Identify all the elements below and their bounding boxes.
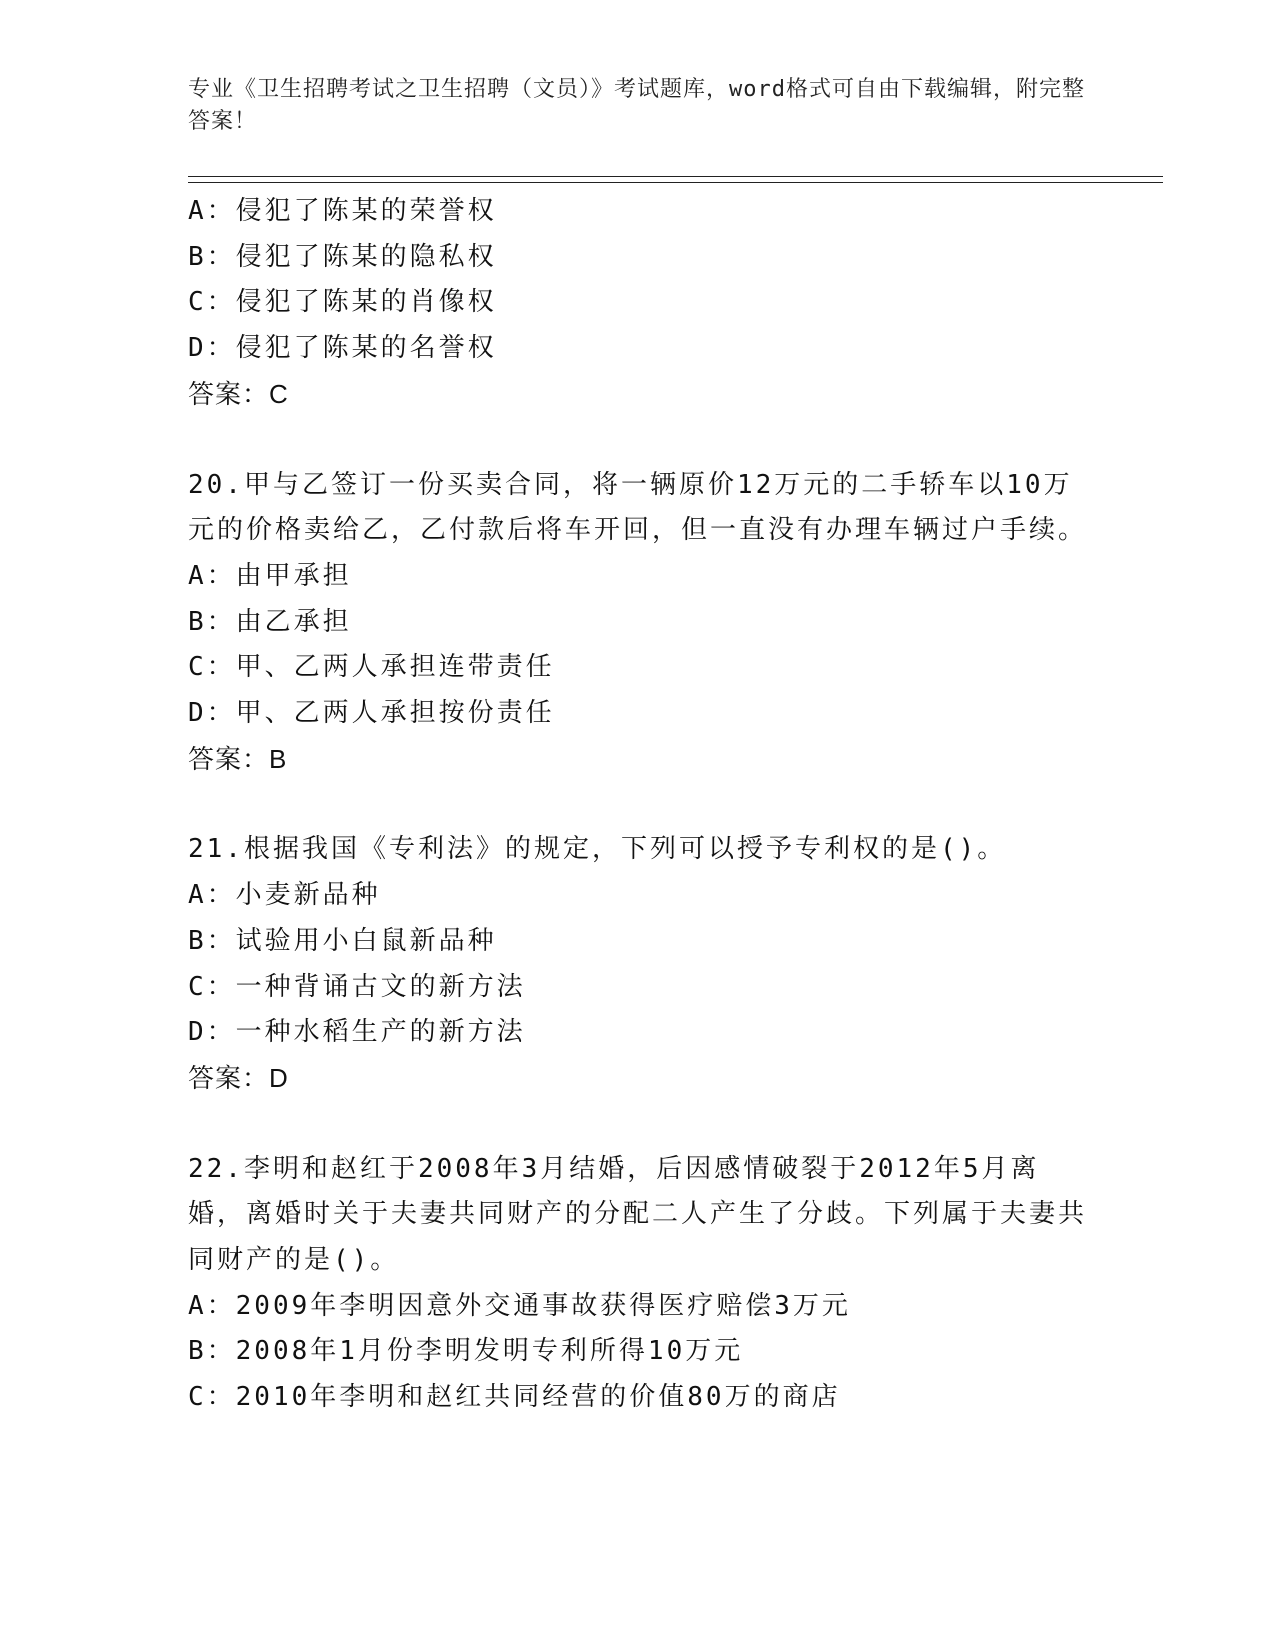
option-d: D：一种水稻生产的新方法 [188,1017,526,1048]
question-20 [188,463,1088,783]
spacer [188,1102,1088,1147]
header-rule-bottom [188,182,1163,183]
header-rule-top [188,176,1163,177]
question-21 [188,827,1088,1101]
question-partial [188,189,1088,418]
option-c: C：一种背诵古文的新方法 [188,971,526,1002]
question-stem: 20.甲与乙签订一份买卖合同，将一辆原价12万元的二手轿车以10万元的价格卖给乙，乙付款后将车开回，但一直没有办理车辆过户手续。 [188,469,1088,546]
question-list [188,189,1088,1421]
answer-line: 答案：D [188,1062,289,1093]
option-a: A：由甲承担 [188,560,352,591]
question-stem: 22.李明和赵红于2008年3月结婚，后因感情破裂于2012年5月离婚，离婚时关于夫妻共同财产的分配二人产生了分歧。下列属于夫妻共同财产的是()。 [188,1153,1088,1276]
question-stem: 21.根据我国《专利法》的规定，下列可以授予专利权的是()。 [188,834,1007,865]
option-b: B：2008年1月份李明发明专利所得10万元 [188,1336,744,1367]
spacer [188,782,1088,827]
option-a: A：侵犯了陈某的荣誉权 [188,196,497,226]
option-a: A：小麦新品种 [188,880,381,911]
option-b: B：由乙承担 [188,606,352,637]
document-header: 专业《卫生招聘考试之卫生招聘（文员）》考试题库，word格式可自由下载编辑，附完整答案！ [188,77,1085,134]
answer-line: 答案：B [188,743,288,774]
question-22 [188,1147,1088,1421]
option-a: A：2009年李明因意外交通事故获得医疗赔偿3万元 [188,1290,851,1321]
spacer [188,418,1088,463]
option-b: B：侵犯了陈某的隐私权 [188,241,497,272]
option-d: D：甲、乙两人承担按份责任 [188,698,555,729]
option-c: C：2010年李明和赵红共同经营的价值80万的商店 [188,1382,841,1413]
option-d: D：侵犯了陈某的名誉权 [188,333,497,364]
option-c: C：侵犯了陈某的肖像权 [188,287,497,318]
answer-line: 答案：C [188,378,289,409]
option-c: C：甲、乙两人承担连带责任 [188,652,555,683]
option-b: B：试验用小白鼠新品种 [188,925,497,956]
